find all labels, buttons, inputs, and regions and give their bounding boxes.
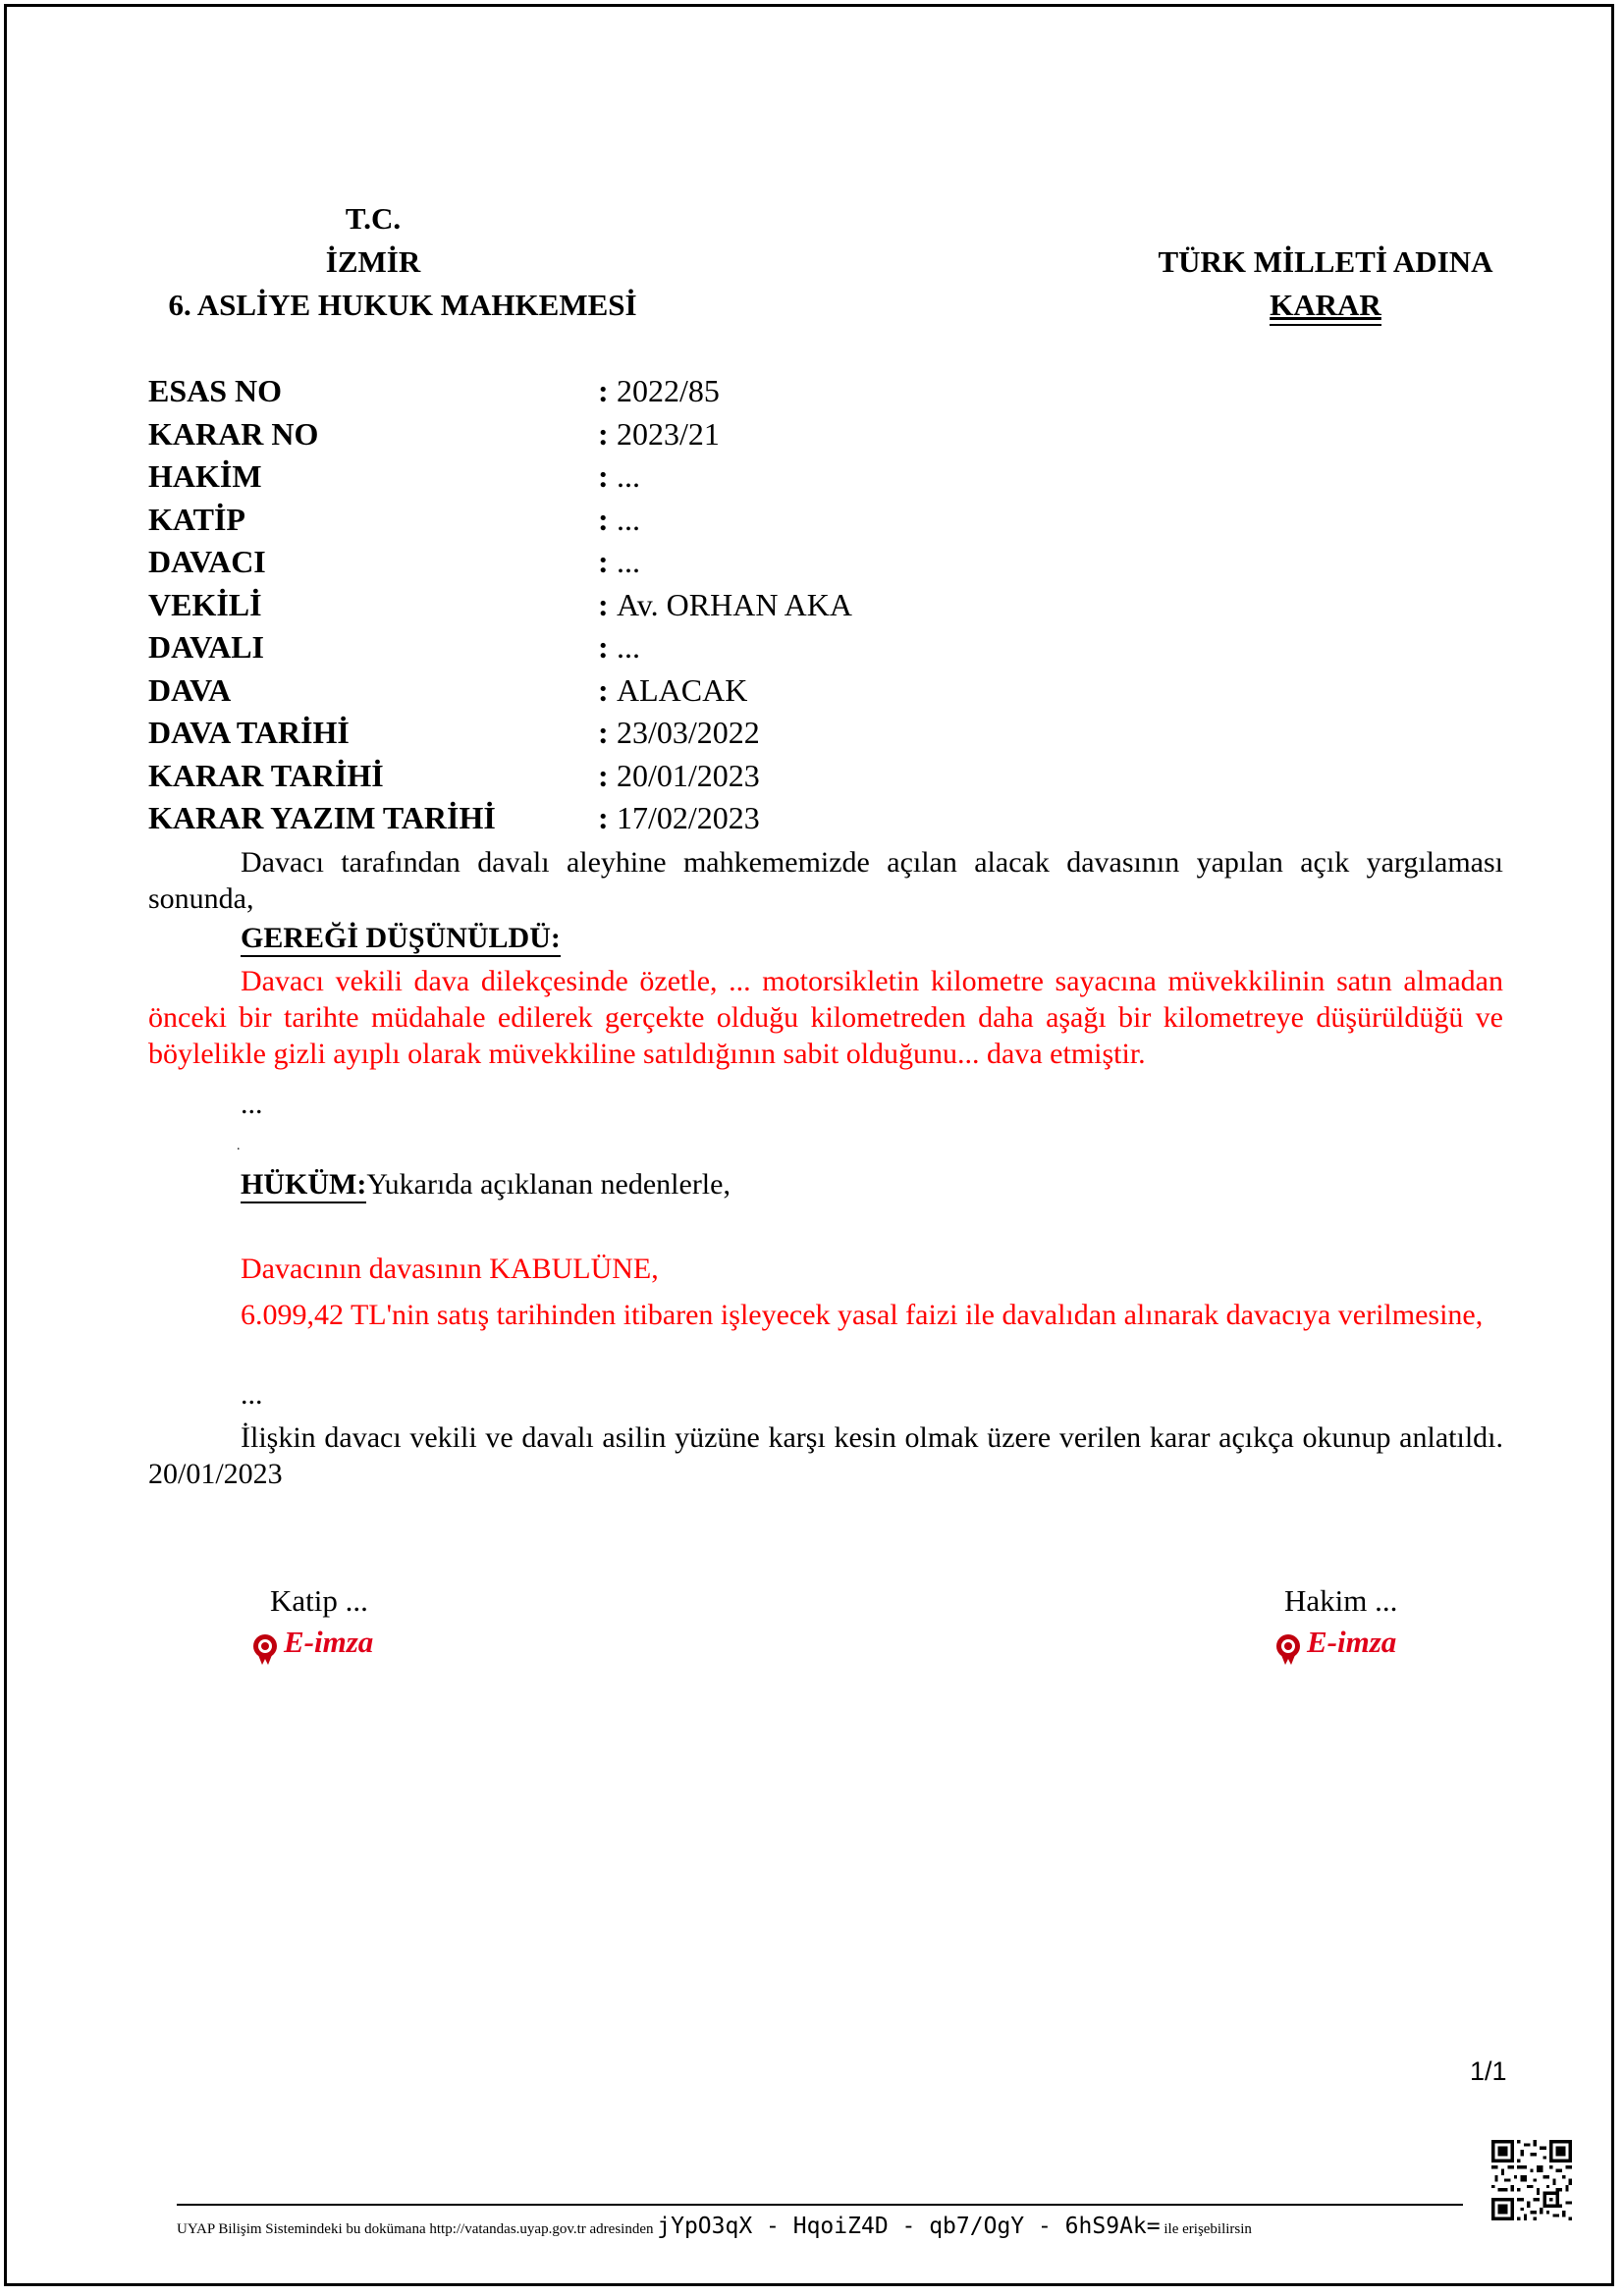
info-label: KARAR YAZIM TARİHİ	[148, 800, 496, 835]
footer-text-after: ile erişebilirsin	[1164, 2221, 1252, 2237]
hakim-eimza	[1273, 1625, 1396, 1665]
hukum-heading: HÜKÜM:	[241, 1168, 366, 1203]
footer-verification-code: jYpO3qX - HqoiZ4D - qb7/OgY - 6hS9Ak=	[657, 2214, 1161, 2239]
geregi-heading-text: GEREĞİ DÜŞÜNÜLDÜ:	[241, 922, 561, 957]
header-doc-type	[1262, 288, 1389, 323]
verdict-acceptance: Davacının davasının KABULÜNE,	[241, 1253, 659, 1285]
intro-paragraph: Davacı tarafından davalı aleyhine mahkememizde açılan alacak davasının yapılan açık yargılaması sonunda,	[148, 846, 1503, 915]
info-label: KATİP	[148, 502, 245, 537]
info-colon: :	[598, 629, 609, 665]
header-nation: TÜRK MİLLETİ ADINA	[1158, 244, 1493, 279]
closing-paragraph: İlişkin davacı vekili ve davalı asilin yüzüne karşı kesin olmak üzere verilen karar açıkça okunup anlatıldı. 20/01/2023	[148, 1421, 1503, 1490]
hukum-line	[241, 1168, 731, 1201]
info-value: 2023/21	[617, 416, 720, 452]
header-tc: T.C.	[345, 201, 402, 236]
header-city: İZMİR	[325, 244, 421, 279]
footer-text-before: UYAP Bilişim Sistemindeki bu dokümana http://vatandas.uyap.gov.tr adresinden	[177, 2221, 654, 2237]
e-signature-seal-icon	[1273, 1631, 1303, 1665]
info-label: HAKİM	[148, 458, 262, 494]
hakim-signature-label: Hakim ...	[1284, 1583, 1398, 1618]
page-number: 1/1	[1470, 2056, 1507, 2086]
verdict-amount: 6.099,42 TL'nin satış tarihinden itibaren işleyecek yasal faizi ile davalıdan alınarak davacıya verilmesine,	[241, 1299, 1484, 1331]
info-label: ESAS NO	[148, 373, 283, 408]
info-colon: :	[598, 800, 609, 835]
info-value: ALACAK	[617, 672, 748, 708]
info-colon: :	[598, 715, 609, 750]
ellipsis-2: ...	[241, 1378, 263, 1411]
info-colon: :	[598, 416, 609, 452]
info-label: DAVA TARİHİ	[148, 715, 350, 750]
info-value: ...	[617, 502, 640, 537]
info-colon: :	[598, 758, 609, 793]
info-colon: :	[598, 587, 609, 622]
info-label: KARAR NO	[148, 416, 319, 452]
claim-paragraph: Davacı vekili dava dilekçesinde özetle, ... motorsikletin kilometre sayacına müvekkilinin satın almadan önceki bir tarihte müdahale edilerek gerçekte olduğu kilometreden daha aşağı bir kilometreye düşürüldüğü ve böylelikle gizli ayıplı olarak müvekkiline satıldığının sabit olduğunu... dava etmiştir.	[148, 965, 1503, 1070]
e-signature-seal-icon	[250, 1631, 280, 1665]
info-colon: :	[598, 373, 609, 408]
info-label: DAVA	[148, 672, 232, 708]
info-value: Av. ORHAN AKA	[617, 587, 852, 622]
footer-verification	[177, 2214, 1252, 2239]
header-doc-type-text: KARAR	[1270, 288, 1381, 326]
info-value: ...	[617, 458, 640, 494]
qr-code-icon	[1491, 2140, 1572, 2220]
eimza-text: E-imza	[1307, 1625, 1397, 1659]
page-frame	[4, 4, 1614, 2286]
info-label: DAVALI	[148, 629, 264, 665]
info-value: 20/01/2023	[617, 758, 760, 793]
footer-rule	[177, 2204, 1463, 2206]
info-value: ...	[617, 544, 640, 579]
info-value: 23/03/2022	[617, 715, 760, 750]
info-colon: :	[598, 458, 609, 494]
eimza-text: E-imza	[284, 1625, 374, 1659]
info-value: 17/02/2023	[617, 800, 760, 835]
info-colon: :	[598, 544, 609, 579]
small-dot: .	[237, 1139, 241, 1153]
katip-eimza	[250, 1625, 373, 1665]
ellipsis-1: ...	[241, 1088, 263, 1120]
info-value: ...	[617, 629, 640, 665]
info-label: VEKİLİ	[148, 587, 262, 622]
info-label: KARAR TARİHİ	[148, 758, 384, 793]
geregi-heading	[241, 922, 561, 955]
info-value: 2022/85	[617, 373, 720, 408]
katip-signature-label: Katip ...	[270, 1583, 368, 1618]
info-colon: :	[598, 502, 609, 537]
header-court: 6. ASLİYE HUKUK MAHKEMESİ	[168, 288, 637, 322]
info-label: DAVACI	[148, 544, 266, 579]
info-colon: :	[598, 672, 609, 708]
hukum-text: Yukarıda açıklanan nedenlerle,	[366, 1168, 731, 1201]
